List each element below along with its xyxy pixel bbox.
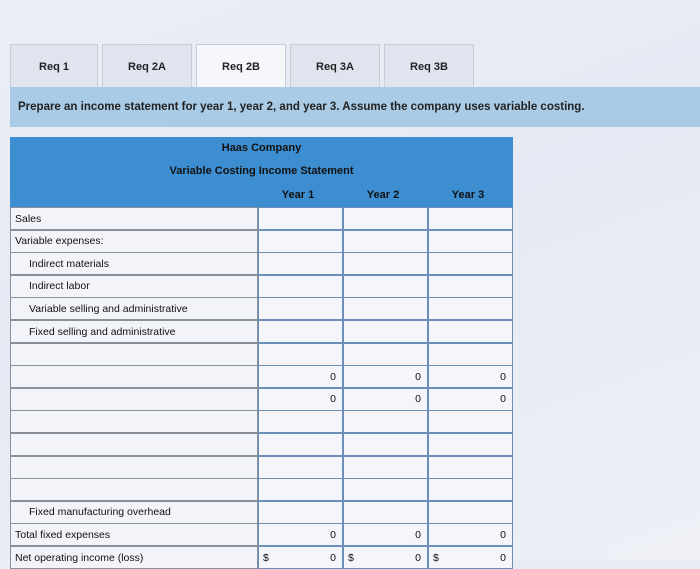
amount-input-year-1[interactable] bbox=[258, 501, 343, 524]
row-label: Sales bbox=[15, 212, 42, 225]
amount-input-year-2[interactable] bbox=[343, 433, 428, 456]
row-label-cell[interactable] bbox=[10, 433, 258, 456]
currency-symbol: $ bbox=[348, 552, 354, 564]
amount-input-year-2[interactable] bbox=[343, 343, 428, 366]
amount-input-year-2[interactable] bbox=[343, 546, 428, 569]
statement-row bbox=[10, 546, 513, 569]
row-label: Variable selling and administrative bbox=[29, 302, 188, 315]
instruction-bar bbox=[10, 87, 700, 127]
statement-title-header bbox=[10, 159, 513, 183]
amount-input-year-2[interactable] bbox=[343, 410, 428, 433]
tab-req-1[interactable]: Req 1 bbox=[10, 44, 98, 88]
company-name: Haas Company bbox=[221, 142, 302, 154]
amount-input-year-1[interactable] bbox=[258, 297, 343, 320]
amount-input-year-1[interactable] bbox=[258, 230, 343, 253]
row-label: Indirect labor bbox=[29, 280, 90, 293]
statement-row bbox=[10, 320, 513, 343]
statement-row bbox=[10, 297, 513, 320]
amount-input-year-1[interactable] bbox=[258, 433, 343, 456]
amount-value: 0 bbox=[330, 528, 336, 541]
row-label: Fixed manufacturing overhead bbox=[29, 506, 171, 519]
amount-input-year-3[interactable] bbox=[428, 456, 513, 479]
amount-input-year-3[interactable] bbox=[428, 207, 513, 230]
amount-input-year-3[interactable] bbox=[428, 501, 513, 524]
amount-input-year-3[interactable] bbox=[428, 410, 513, 433]
amount-input-year-3[interactable] bbox=[428, 252, 513, 275]
row-label-cell[interactable] bbox=[10, 320, 258, 343]
amount-input-year-1[interactable] bbox=[258, 207, 343, 230]
statement-row bbox=[10, 410, 513, 433]
tab-req-3b[interactable]: Req 3B bbox=[384, 44, 474, 88]
amount-input-year-1[interactable] bbox=[258, 546, 343, 569]
instruction-text: Prepare an income statement for year 1, year 2, and year 3. Assume the company uses variable costing. bbox=[18, 101, 585, 113]
amount-input-year-1[interactable] bbox=[258, 365, 343, 388]
row-label-cell[interactable] bbox=[10, 365, 258, 388]
row-label-cell[interactable] bbox=[10, 275, 258, 298]
statement-row bbox=[10, 456, 513, 479]
amount-value: 0 bbox=[330, 393, 336, 406]
amount-input-year-3[interactable] bbox=[428, 478, 513, 501]
statement-row bbox=[10, 275, 513, 298]
amount-input-year-3[interactable] bbox=[428, 230, 513, 253]
amount-value: 0 bbox=[500, 551, 506, 564]
column-year-2: Year 2 bbox=[366, 189, 400, 201]
statement-row bbox=[10, 230, 513, 253]
statement-row bbox=[10, 433, 513, 456]
statement-row bbox=[10, 478, 513, 501]
currency-symbol: $ bbox=[433, 552, 439, 564]
statement-row bbox=[10, 343, 513, 366]
statement-row bbox=[10, 523, 513, 546]
amount-input-year-2[interactable] bbox=[343, 523, 428, 546]
amount-input-year-3[interactable] bbox=[428, 523, 513, 546]
amount-input-year-1[interactable] bbox=[258, 252, 343, 275]
row-label-cell[interactable] bbox=[10, 207, 258, 230]
amount-input-year-1[interactable] bbox=[258, 456, 343, 479]
amount-value: 0 bbox=[330, 370, 336, 383]
amount-input-year-2[interactable] bbox=[343, 230, 428, 253]
amount-value: 0 bbox=[330, 551, 336, 564]
amount-input-year-2[interactable] bbox=[343, 252, 428, 275]
amount-input-year-2[interactable] bbox=[343, 275, 428, 298]
amount-input-year-3[interactable] bbox=[428, 343, 513, 366]
tab-req-2a[interactable]: Req 2A bbox=[102, 44, 192, 88]
amount-input-year-1[interactable] bbox=[258, 275, 343, 298]
amount-input-year-1[interactable] bbox=[258, 388, 343, 411]
requirement-tabs bbox=[10, 44, 610, 88]
row-label-cell[interactable] bbox=[10, 230, 258, 253]
tab-req-3a[interactable]: Req 3A bbox=[290, 44, 380, 88]
amount-input-year-2[interactable] bbox=[343, 388, 428, 411]
row-label: Net operating income (loss) bbox=[15, 551, 144, 564]
row-label-cell[interactable] bbox=[10, 388, 258, 411]
amount-input-year-2[interactable] bbox=[343, 320, 428, 343]
tab-req-2b[interactable]: Req 2B bbox=[196, 44, 286, 88]
statement-row bbox=[10, 501, 513, 524]
currency-symbol: $ bbox=[263, 552, 269, 564]
row-label: Indirect materials bbox=[29, 257, 109, 270]
amount-input-year-2[interactable] bbox=[343, 478, 428, 501]
row-label-cell[interactable] bbox=[10, 410, 258, 433]
amount-input-year-2[interactable] bbox=[343, 297, 428, 320]
amount-input-year-3[interactable] bbox=[428, 297, 513, 320]
statement-row bbox=[10, 252, 513, 275]
amount-input-year-1[interactable] bbox=[258, 410, 343, 433]
column-year-1: Year 1 bbox=[281, 189, 315, 201]
row-label-cell[interactable] bbox=[10, 523, 258, 546]
amount-value: 0 bbox=[500, 393, 506, 406]
amount-value: 0 bbox=[500, 370, 506, 383]
amount-value: 0 bbox=[415, 551, 421, 564]
amount-input-year-3[interactable] bbox=[428, 433, 513, 456]
column-year-3: Year 3 bbox=[451, 189, 485, 201]
row-label: Total fixed expenses bbox=[15, 528, 111, 541]
row-label-cell[interactable] bbox=[10, 501, 258, 524]
amount-value: 0 bbox=[415, 370, 421, 383]
amount-input-year-1[interactable] bbox=[258, 478, 343, 501]
company-name-header bbox=[10, 137, 513, 159]
column-header-row bbox=[10, 183, 513, 207]
amount-input-year-2[interactable] bbox=[343, 456, 428, 479]
amount-input-year-1[interactable] bbox=[258, 343, 343, 366]
row-label-cell[interactable] bbox=[10, 252, 258, 275]
amount-value: 0 bbox=[500, 528, 506, 541]
amount-input-year-2[interactable] bbox=[343, 207, 428, 230]
row-label-cell[interactable] bbox=[10, 297, 258, 320]
row-label-cell[interactable] bbox=[10, 456, 258, 479]
amount-input-year-3[interactable] bbox=[428, 388, 513, 411]
row-label-cell[interactable] bbox=[10, 478, 258, 501]
amount-input-year-2[interactable] bbox=[343, 365, 428, 388]
row-label: Variable expenses: bbox=[15, 235, 104, 248]
amount-value: 0 bbox=[415, 393, 421, 406]
amount-input-year-1[interactable] bbox=[258, 523, 343, 546]
statement-row bbox=[10, 207, 513, 230]
amount-input-year-2[interactable] bbox=[343, 501, 428, 524]
statement-row bbox=[10, 388, 513, 411]
statement-title: Variable Costing Income Statement bbox=[169, 165, 354, 177]
amount-input-year-3[interactable] bbox=[428, 546, 513, 569]
row-label-cell[interactable] bbox=[10, 546, 258, 569]
amount-input-year-3[interactable] bbox=[428, 275, 513, 298]
amount-input-year-3[interactable] bbox=[428, 320, 513, 343]
amount-value: 0 bbox=[415, 528, 421, 541]
row-label-cell[interactable] bbox=[10, 343, 258, 366]
amount-input-year-1[interactable] bbox=[258, 320, 343, 343]
statement-row bbox=[10, 365, 513, 388]
amount-input-year-3[interactable] bbox=[428, 365, 513, 388]
row-label: Fixed selling and administrative bbox=[29, 325, 176, 338]
